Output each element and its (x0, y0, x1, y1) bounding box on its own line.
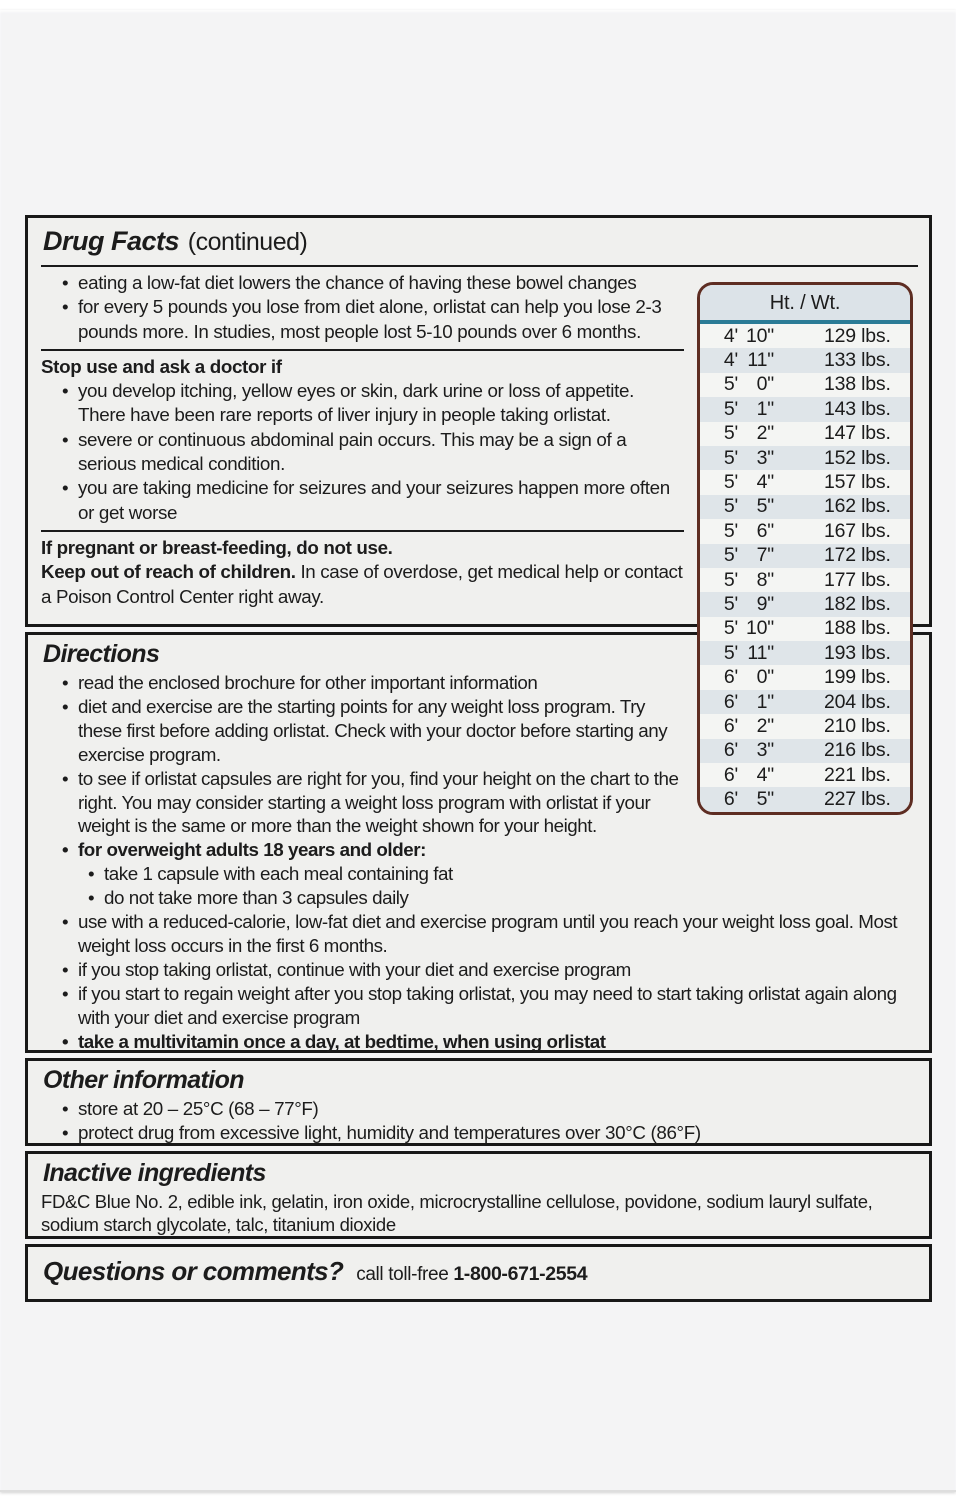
weight-value: 143 lbs. (824, 397, 891, 420)
height-inches: 5" (756, 495, 774, 518)
table-row (700, 324, 910, 348)
height-feet: 5' (723, 397, 738, 420)
weight-value: 204 lbs. (824, 690, 891, 713)
other-information-bullet: • store at 20 – 25°C (68 – 77°F) (41, 1097, 919, 1121)
height-inches: 0" (756, 373, 774, 396)
weight-value: 221 lbs. (824, 763, 891, 786)
weight-value: 167 lbs. (824, 519, 891, 542)
section-inactive-ingredients (25, 1151, 932, 1239)
inactive-ingredients-list: FD&C Blue No. 2, edible ink, gelatin, iron oxide, microcrystalline cellulose, povidone, sodium lauryl sulfate, sodium starch glycolate, talc, titanium dioxide (41, 1191, 873, 1235)
directions-multivitamin-bullet: • take a multivitamin once a day, at bedtime, when using orlistat (41, 1030, 919, 1054)
height-feet: 5' (723, 519, 738, 542)
table-row (700, 739, 910, 763)
height-inches: 1" (756, 397, 774, 420)
height-feet: 5' (723, 446, 738, 469)
height-feet: 4' (723, 324, 738, 347)
directions-bullet: • if you start to regain weight after you stop taking orlistat, you may need to start taking orlistat again along with your diet and exercise program (41, 982, 919, 1030)
height-inches: 2" (756, 422, 774, 445)
stop-use-bullet: • severe or continuous abdominal pain occurs. This may be a sign of a serious medical condition. (41, 428, 918, 477)
intro-bullet: • eating a low-fat diet lowers the chance of having these bowel changes (41, 271, 918, 295)
weight-value: 129 lbs. (824, 324, 891, 347)
stop-use-bullet: • you develop itching, yellow eyes or skin, dark urine or loss of appetite. There have been rare reports of liver injury in people taking orlistat. (41, 379, 918, 428)
weight-value: 157 lbs. (824, 471, 891, 494)
height-feet: 6' (723, 763, 738, 786)
keep-out-text: In case of overdose, get medical help or contact a Poison Control Center right away. (41, 561, 683, 607)
directions-heading: Directions (43, 640, 160, 668)
height-feet: 5' (723, 422, 738, 445)
height-inches: 11" (747, 349, 774, 372)
table-row (700, 568, 910, 592)
keep-out-bold: Keep out of reach of children. (41, 561, 296, 583)
directions-bullet: • read the enclosed brochure for other important information (41, 671, 919, 695)
height-inches: 9" (756, 592, 774, 615)
drug-facts-title-text: Drug Facts (43, 226, 180, 256)
weight-value: 193 lbs. (824, 641, 891, 664)
height-feet: 5' (723, 641, 738, 664)
table-row (700, 470, 910, 494)
weight-value: 172 lbs. (824, 544, 891, 567)
questions-heading: Questions or comments? (43, 1256, 344, 1286)
drug-facts-title (41, 222, 918, 263)
directions-bullet: • to see if orlistat capsules are right for you, find your height on the chart to the right. You may consider starting a weight loss program with orlistat if your weight is the same or more than the weight shown for your height. (41, 767, 919, 839)
table-row (700, 519, 910, 543)
section-questions (25, 1244, 932, 1302)
height-weight-table-header: Ht. / Wt. (700, 285, 910, 324)
package-background (0, 10, 956, 1492)
weight-value: 210 lbs. (824, 714, 891, 737)
table-row (700, 373, 910, 397)
section-divider (41, 349, 684, 351)
stop-use-bullet: • you are taking medicine for seizures and your seizures happen more often or get worse (41, 476, 918, 525)
table-row (700, 544, 910, 568)
weight-value: 177 lbs. (824, 568, 891, 591)
height-inches: 1" (756, 690, 774, 713)
directions-bullet: • diet and exercise are the starting points for any weight loss program. Try these first before adding orlistat. Check with your doctor before starting any exercise program. (41, 695, 919, 767)
height-weight-table (697, 282, 913, 815)
height-feet: 6' (723, 788, 738, 811)
table-row (700, 446, 910, 470)
height-feet: 5' (723, 544, 738, 567)
other-information-heading: Other information (43, 1066, 244, 1094)
height-inches: 4" (756, 763, 774, 786)
height-feet: 5' (723, 373, 738, 396)
other-information-bullet: • protect drug from excessive light, humidity and temperatures over 30°C (86°F) (41, 1121, 919, 1145)
height-inches: 2" (756, 714, 774, 737)
directions-overweight-heading: • for overweight adults 18 years and older: (41, 838, 919, 862)
table-row (700, 592, 910, 616)
table-row (700, 763, 910, 787)
height-inches: 10" (745, 324, 774, 347)
height-feet: 5' (723, 617, 738, 640)
height-inches: 11" (747, 641, 774, 664)
weight-value: 152 lbs. (824, 446, 891, 469)
height-inches: 6" (756, 519, 774, 542)
section-other-information (25, 1058, 932, 1146)
height-inches: 3" (756, 739, 774, 762)
weight-value: 133 lbs. (824, 349, 891, 372)
height-feet: 6' (723, 714, 738, 737)
weight-value: 227 lbs. (824, 788, 891, 811)
weight-value: 182 lbs. (824, 592, 891, 615)
height-feet: 5' (723, 568, 738, 591)
table-row (700, 495, 910, 519)
table-row (700, 348, 910, 372)
title-divider (41, 265, 918, 267)
height-weight-table-rows (700, 324, 910, 812)
weight-value: 147 lbs. (824, 422, 891, 445)
weight-value: 216 lbs. (824, 739, 891, 762)
height-feet: 5' (723, 471, 738, 494)
table-row (700, 422, 910, 446)
table-row (700, 690, 910, 714)
height-inches: 10" (745, 617, 774, 640)
table-row (700, 787, 910, 811)
weight-value: 138 lbs. (824, 373, 891, 396)
questions-call-text: call toll-free (356, 1264, 449, 1285)
section-divider (41, 530, 684, 532)
directions-sub-bullet: • take 1 capsule with each meal containing fat (41, 862, 919, 886)
height-feet: 5' (723, 592, 738, 615)
table-row (700, 397, 910, 421)
height-feet: 6' (723, 690, 738, 713)
inactive-ingredients-heading: Inactive ingredients (43, 1159, 266, 1187)
stop-use-heading: Stop use and ask a doctor if (41, 355, 282, 377)
table-row (700, 714, 910, 738)
weight-value: 188 lbs. (824, 617, 891, 640)
height-feet: 6' (723, 666, 738, 689)
questions-phone-number: 1-800-671-2554 (453, 1263, 588, 1285)
drug-facts-label (25, 215, 932, 1307)
table-row (700, 641, 910, 665)
directions-bullet: • if you stop taking orlistat, continue with your diet and exercise program (41, 958, 919, 982)
pregnancy-warning: If pregnant or breast-feeding, do not use. (41, 536, 393, 558)
height-inches: 3" (756, 446, 774, 469)
table-row (700, 617, 910, 641)
weight-value: 162 lbs. (824, 495, 891, 518)
drug-facts-continued-text: (continued) (187, 228, 308, 256)
intro-bullet: • for every 5 pounds you lose from diet alone, orlistat can help you lose 2-3 pounds more. In studies, most people lost 5-10 pounds over 6 months. (41, 295, 918, 344)
height-inches: 0" (756, 666, 774, 689)
directions-sub-bullet: • do not take more than 3 capsules daily (41, 886, 919, 910)
weight-value: 199 lbs. (824, 666, 891, 689)
directions-bullet: • use with a reduced-calorie, low-fat diet and exercise program until you reach your weight loss goal. Most weight loss occurs in the first 6 months. (41, 910, 919, 958)
height-feet: 5' (723, 495, 738, 518)
height-feet: 4' (723, 349, 738, 372)
height-inches: 8" (756, 568, 774, 591)
height-inches: 4" (756, 471, 774, 494)
height-inches: 5" (756, 788, 774, 811)
height-inches: 7" (756, 544, 774, 567)
table-row (700, 665, 910, 689)
height-feet: 6' (723, 739, 738, 762)
